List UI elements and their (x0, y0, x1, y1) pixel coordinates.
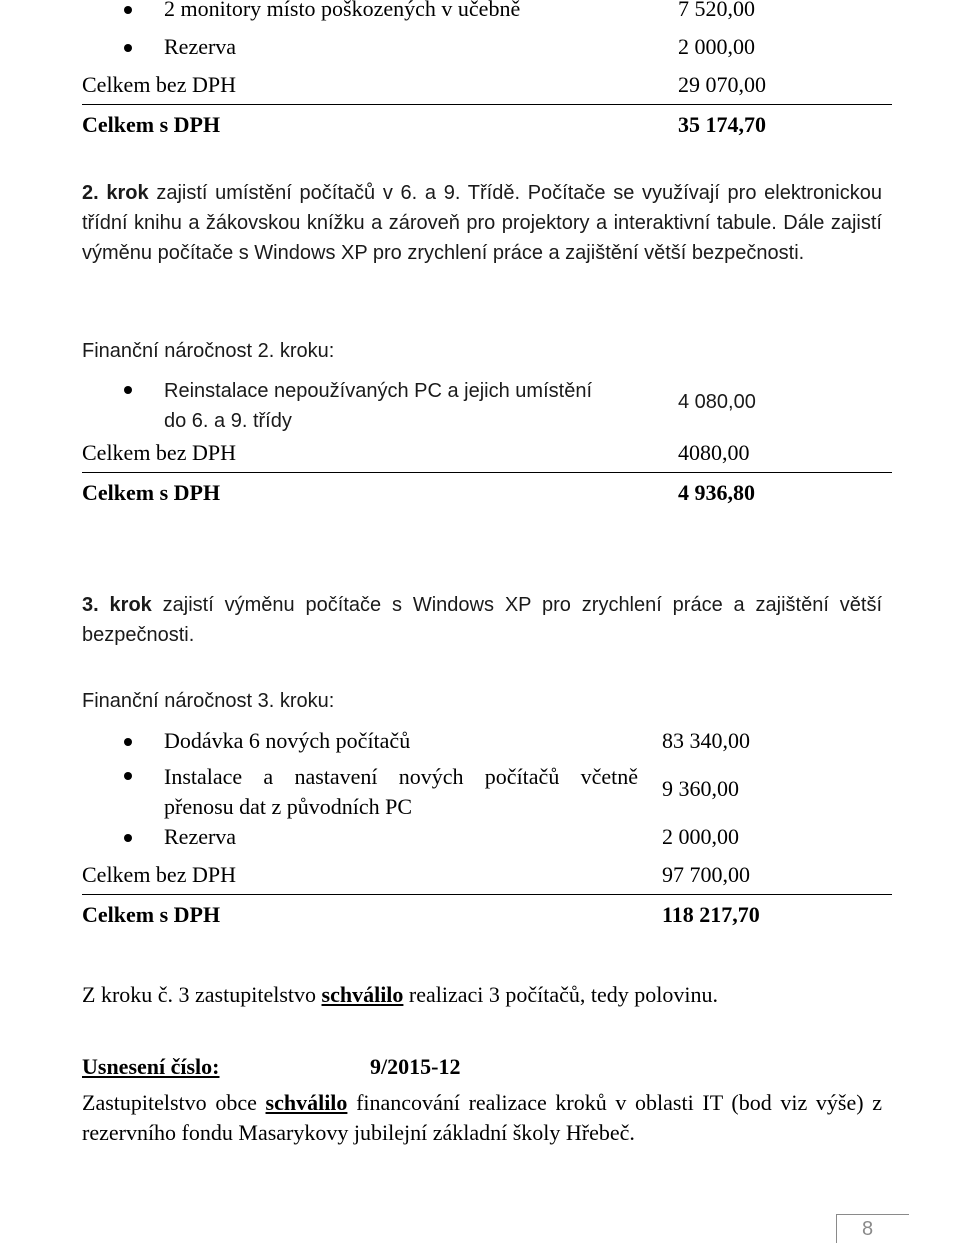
step3-prefix: 3. krok (82, 594, 152, 616)
table2-subtotal-row (0, 440, 960, 470)
table3-item-row (0, 728, 960, 758)
table1-item-value: 2 000,00 (678, 34, 755, 59)
resolution-part2: financování realizace kroků v oblasti IT (bod viz výše) z rezervního fondu Masarykovy jubilejní základní školy Hřebeč. (82, 1090, 882, 1145)
resolution-emph: schválilo (265, 1090, 348, 1115)
approval-part1: Z kroku č. 3 zastupitelstvo (82, 982, 322, 1007)
table3-total-label: Celkem s DPH (82, 902, 221, 927)
step2-text: zajistí umístění počítačů v 6. a 9. Třídě. Počítače se využívají pro elektronickou třídní knihu a žákovskou knížku a zároveň pro projektory a interaktivní tabule. Dále zajistí výměnu počítače s Windows XP pro zrychlení práce a zajištění větší bezpečnosti. (82, 182, 882, 264)
step2-paragraph (82, 178, 882, 268)
table3-item2-value: 9 360,00 (662, 776, 739, 801)
approval-part2: realizaci 3 počítačů, tedy polovinu. (403, 982, 719, 1007)
resolution-header (0, 1054, 960, 1084)
table1-subtotal-row (0, 72, 960, 102)
table1-item-label: Rezerva (164, 34, 237, 59)
table3-total-row (0, 902, 960, 932)
table3-item3-value: 2 000,00 (662, 824, 739, 849)
table3-item3-label: Rezerva (164, 824, 237, 849)
table3-item-row (0, 824, 960, 854)
table2-item-line2: do 6. a 9. třídy (164, 410, 292, 432)
table3-total-value: 118 217,70 (662, 902, 760, 927)
table1-total-value: 35 174,70 (678, 112, 766, 137)
resolution-text (82, 1088, 882, 1148)
table2-total-value: 4 936,80 (678, 480, 755, 505)
table1-item-row (0, 34, 960, 64)
bullet-icon (124, 386, 132, 394)
table-divider (82, 104, 892, 105)
page-number: 8 (862, 1218, 874, 1240)
table3-subtotal-value: 97 700,00 (662, 862, 750, 887)
bullet-icon (124, 772, 132, 780)
table2-item-value: 4 080,00 (678, 391, 756, 413)
table2-subtotal-label: Celkem bez DPH (82, 440, 236, 465)
table1-subtotal-label: Celkem bez DPH (82, 72, 236, 97)
table2-total-row (0, 480, 960, 510)
step2-prefix: 2. krok (82, 182, 149, 204)
approval-sentence (82, 980, 882, 1010)
table3-item1-label: Dodávka 6 nových počítačů (164, 728, 411, 753)
step3-paragraph (82, 590, 882, 650)
table1-item-row (0, 0, 960, 26)
table1-total-label: Celkem s DPH (82, 112, 221, 137)
table2-heading (0, 340, 960, 370)
table3-subtotal-row (0, 862, 960, 892)
table2-item-label (164, 376, 592, 436)
table2-subtotal-value: 4080,00 (678, 440, 750, 465)
approval-emph: schválilo (321, 982, 404, 1007)
resolution-part1: Zastupitelstvo obce (82, 1090, 266, 1115)
table3-item1-value: 83 340,00 (662, 728, 750, 753)
table2-total-label: Celkem s DPH (82, 480, 221, 505)
resolution-number: 9/2015-12 (370, 1054, 461, 1079)
table3-heading (0, 690, 960, 720)
table1-total-row (0, 112, 960, 142)
table3-subtotal-label: Celkem bez DPH (82, 862, 236, 887)
step3-text: zajistí výměnu počítače s Windows XP pro zrychlení práce a zajištění větší bezpečnosti. (82, 594, 882, 646)
table1-item-value: 7 520,00 (678, 0, 755, 21)
table2-heading-text: Finanční náročnost 2. kroku: (82, 340, 335, 362)
resolution-label: Usnesení číslo: (82, 1054, 220, 1079)
table3-item2-label (164, 762, 638, 822)
table1-item-label: 2 monitory místo poškozených v učebně (164, 0, 521, 21)
table-divider (82, 472, 892, 473)
table-divider (82, 894, 892, 895)
table3-heading-text: Finanční náročnost 3. kroku: (82, 690, 335, 712)
table1-subtotal-value: 29 070,00 (678, 72, 766, 97)
table3-item2-line2: přenosu dat z původních PC (164, 794, 413, 819)
table2-item-line1: Reinstalace nepoužívaných PC a jejich umístění (164, 380, 593, 402)
table3-item2-line1: Instalace a nastavení nových počítačů včetně (164, 764, 638, 789)
